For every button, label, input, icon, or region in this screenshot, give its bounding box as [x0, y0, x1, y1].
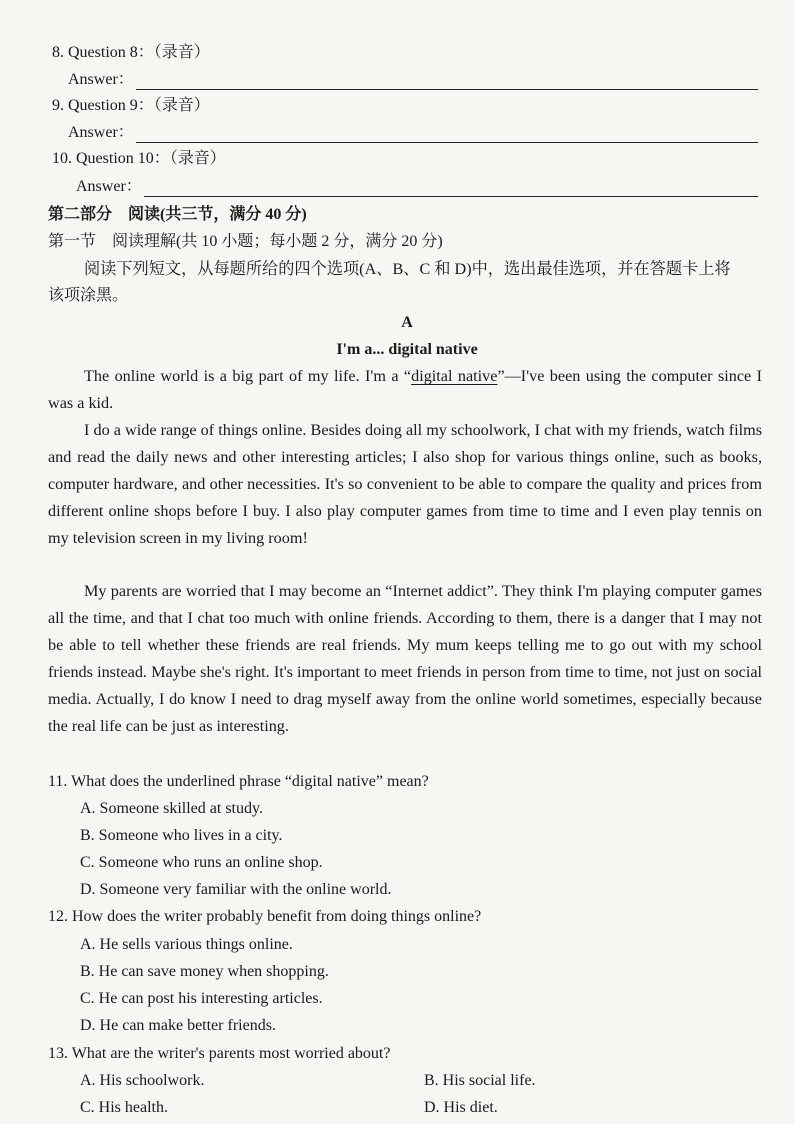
digital-native-underlined: digital native [411, 367, 498, 385]
passage-letter: A [401, 314, 413, 331]
passage-paragraph-3: My parents are worried that I may become an “Internet addict”. They think I'm playing computer games all the time, and that I chat too much with online friends. According to them, there is a danger that I may not be able to tell whether these friends are real friends. My mum keeps telling me to go out with my school friends instead. Maybe she's right. It's important to meet friends in person from time to time, not just on social media. Actually, I do know I need to drag myself away from the online world sometimes, especially because the real life can be just as interesting. [48, 582, 762, 735]
question-11-stem: 11. What does the underlined phrase “digital native” mean? [48, 773, 429, 790]
p1-text-before: The online world is a big part of my life. I'm a “ [84, 367, 412, 385]
instructions-line-1: 阅读下列短文，从每题所给的四个选项(A、B、C 和 D)中，选出最佳选项，并在答题卡上将 [84, 260, 731, 278]
answer-8-field[interactable] [136, 72, 758, 90]
question-9-label: 9. Question 9：（录音） [52, 97, 210, 114]
q12-option-c[interactable]: C. He can post his interesting articles. [80, 990, 323, 1007]
q12-option-d[interactable]: D. He can make better friends. [80, 1017, 276, 1034]
answer-9-row [68, 123, 758, 143]
answer-8-label: Answer： [68, 71, 134, 88]
passage-title: I'm a... digital native [336, 341, 478, 358]
question-12-stem: 12. How does the writer probably benefit from doing things online? [48, 908, 482, 925]
answer-10-row [76, 177, 758, 197]
q11-option-b[interactable]: B. Someone who lives in a city. [80, 827, 283, 844]
q11-option-d[interactable]: D. Someone very familiar with the online world. [80, 881, 392, 898]
question-10-label: 10. Question 10：（录音） [52, 150, 226, 167]
q13-option-d[interactable]: D. His diet. [424, 1099, 498, 1116]
passage-paragraph-1 [48, 363, 762, 417]
q11-option-a[interactable]: A. Someone skilled at study. [80, 800, 263, 817]
passage-paragraph-2: I do a wide range of things online. Besides doing all my schoolwork, I chat with my friends, watch films and read the daily news and other interesting articles; I also shop for various things online, such as books, computer hardware, and other necessities. It's so convenient to be able to compare the quality and prices from different online shops before I buy. I also play computer games from time to time and I even play tennis on my television screen in my living room! [48, 421, 762, 547]
answer-10-label: Answer： [76, 178, 142, 195]
q11-option-c[interactable]: C. Someone who runs an online shop. [80, 854, 323, 871]
p1-text-after: ”—I've been using the computer since I was a kid. [48, 367, 763, 412]
instructions-line-2: 该项涂黑。 [48, 287, 129, 304]
question-13-stem: 13. What are the writer's parents most worried about? [48, 1045, 391, 1062]
answer-10-field[interactable] [144, 179, 758, 197]
q13-option-c[interactable]: C. His health. [80, 1099, 168, 1116]
q13-option-a[interactable]: A. His schoolwork. [80, 1072, 205, 1089]
question-8-label: 8. Question 8：（录音） [52, 44, 210, 61]
answer-9-label: Answer： [68, 124, 134, 141]
q12-option-a[interactable]: A. He sells various things online. [80, 936, 293, 953]
part-title: 第二部分 阅读(共三节，满分 40 分) [48, 206, 307, 223]
answer-8-row [68, 70, 758, 90]
answer-9-field[interactable] [136, 125, 758, 143]
subsection-title: 第一节 阅读理解(共 10 小题；每小题 2 分，满分 20 分) [48, 233, 443, 250]
q13-option-b[interactable]: B. His social life. [424, 1072, 536, 1089]
q12-option-b[interactable]: B. He can save money when shopping. [80, 963, 329, 980]
